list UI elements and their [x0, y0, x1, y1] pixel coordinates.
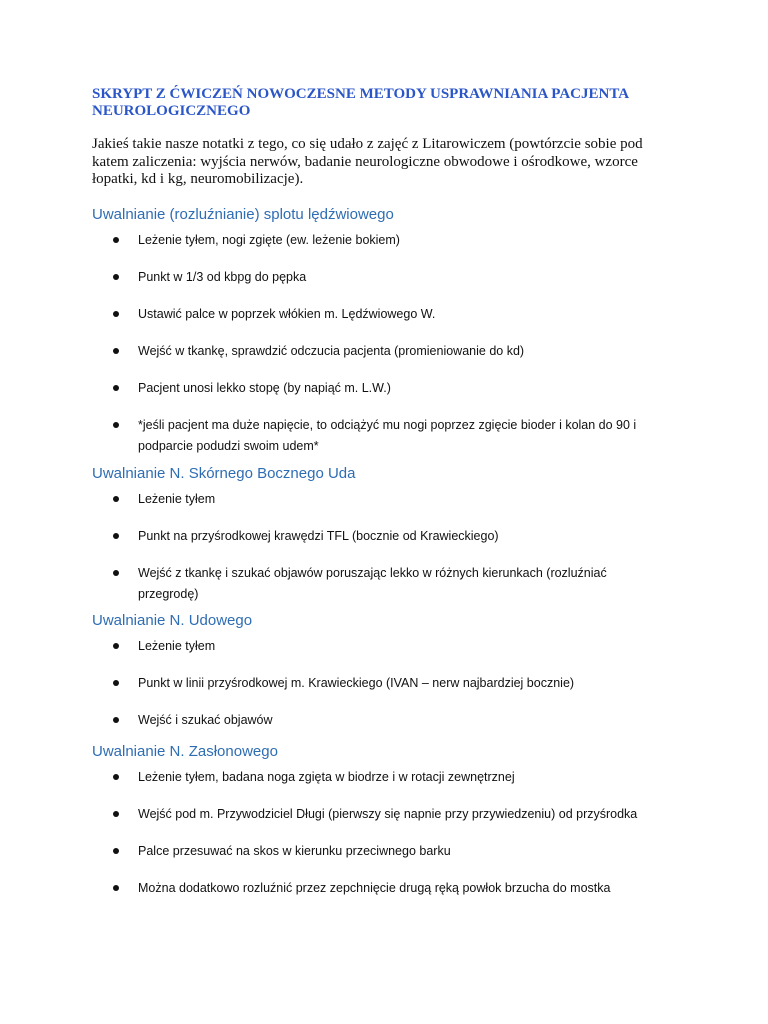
bullet-list	[92, 636, 692, 731]
list-item	[92, 767, 662, 788]
bullet-icon	[113, 311, 119, 317]
list-item	[92, 804, 662, 825]
list-item-text: Leżenie tyłem, badana noga zgięta w biodrze i w rotacji zewnętrznej	[138, 770, 515, 784]
bullet-icon	[113, 717, 119, 723]
list-item	[92, 636, 662, 657]
section-heading: Uwalnianie N. Udowego	[92, 612, 253, 629]
list-item-text: *jeśli pacjent ma duże napięcie, to odciążyć mu nogi poprzez zgięcie bioder i kolan do 90 i podparcie podudzi swoim udem*	[138, 418, 637, 453]
bullet-list	[92, 489, 692, 605]
list-item-text: Wejść w tkankę, sprawdzić odczucia pacjenta (promieniowanie do kd)	[138, 344, 525, 358]
list-item-text: Pacjent unosi lekko stopę (by napiąć m. L.W.)	[138, 381, 391, 395]
section-heading: Uwalnianie N. Skórnego Bocznego Uda	[92, 465, 356, 482]
list-item-text: Wejść i szukać objawów	[138, 713, 273, 727]
section-obturator-nerve	[92, 742, 692, 899]
list-item	[92, 267, 662, 288]
bullet-icon	[113, 533, 119, 539]
bullet-icon	[113, 385, 119, 391]
bullet-icon	[113, 680, 119, 686]
list-item	[92, 378, 662, 399]
intro-paragraph: Jakieś takie nasze notatki z tego, co się udało z zajęć z Litarowiczem (powtórzcie sobie pod katem zaliczenia: wyjścia nerwów, badanie neurologiczne obwodowe i ośrodkowe, wzorce łopatki, kd i kg, neuromobilizacje).	[92, 136, 643, 187]
bullet-icon	[113, 237, 119, 243]
bullet-icon	[113, 422, 119, 428]
list-item	[92, 341, 662, 362]
section-lumbar-plexus	[92, 205, 692, 457]
list-item	[92, 526, 662, 547]
list-item	[92, 710, 662, 731]
bullet-icon	[113, 885, 119, 891]
bullet-icon	[113, 848, 119, 854]
section-femoral-nerve	[92, 611, 692, 731]
list-item	[92, 489, 662, 510]
list-item-text: Leżenie tyłem	[138, 639, 216, 653]
list-item	[92, 841, 662, 862]
list-item-text: Wejść pod m. Przywodziciel Długi (pierwszy się napnie przy przywiedzeniu) od przyśrodka	[138, 807, 638, 821]
list-item	[92, 230, 662, 251]
list-item-text: Punkt w 1/3 od kbpg do pępka	[138, 270, 307, 284]
bullet-icon	[113, 643, 119, 649]
list-item-text: Punkt na przyśrodkowej krawędzi TFL (bocznie od Krawieckiego)	[138, 529, 499, 543]
bullet-icon	[113, 570, 119, 576]
list-item-text: Palce przesuwać na skos w kierunku przeciwnego barku	[138, 844, 451, 858]
list-item	[92, 415, 662, 457]
list-item-text: Wejść z tkankę i szukać objawów poruszając lekko w różnych kierunkach (rozluźniać przegrodę)	[138, 566, 607, 601]
section-lateral-femoral-cutaneous	[92, 464, 692, 605]
section-heading: Uwalnianie (rozluźnianie) splotu lędźwiowego	[92, 206, 394, 223]
bullet-icon	[113, 274, 119, 280]
section-heading: Uwalnianie N. Zasłonowego	[92, 743, 278, 760]
bullet-list	[92, 230, 692, 457]
bullet-list	[92, 767, 692, 899]
list-item-text: Leżenie tyłem	[138, 492, 216, 506]
list-item-text: Leżenie tyłem, nogi zgięte (ew. leżenie bokiem)	[138, 233, 400, 247]
list-item-text: Ustawić palce w poprzek włókien m. Lędźwiowego W.	[138, 307, 436, 321]
list-item	[92, 878, 662, 899]
list-item	[92, 563, 662, 605]
list-item-text: Punkt w linii przyśrodkowej m. Krawieckiego (IVAN – nerw najbardziej bocznie)	[138, 676, 575, 690]
bullet-icon	[113, 774, 119, 780]
bullet-icon	[113, 496, 119, 502]
list-item	[92, 673, 662, 694]
list-item-text: Można dodatkowo rozluźnić przez zepchnięcie drugą ręką powłok brzucha do mostka	[138, 881, 611, 895]
bullet-icon	[113, 348, 119, 354]
document-title: SKRYPT Z ĆWICZEŃ NOWOCZESNE METODY USPRAWNIANIA PACJENTA NEUROLOGICZNEGO	[92, 86, 629, 119]
list-item	[92, 304, 662, 325]
bullet-icon	[113, 811, 119, 817]
